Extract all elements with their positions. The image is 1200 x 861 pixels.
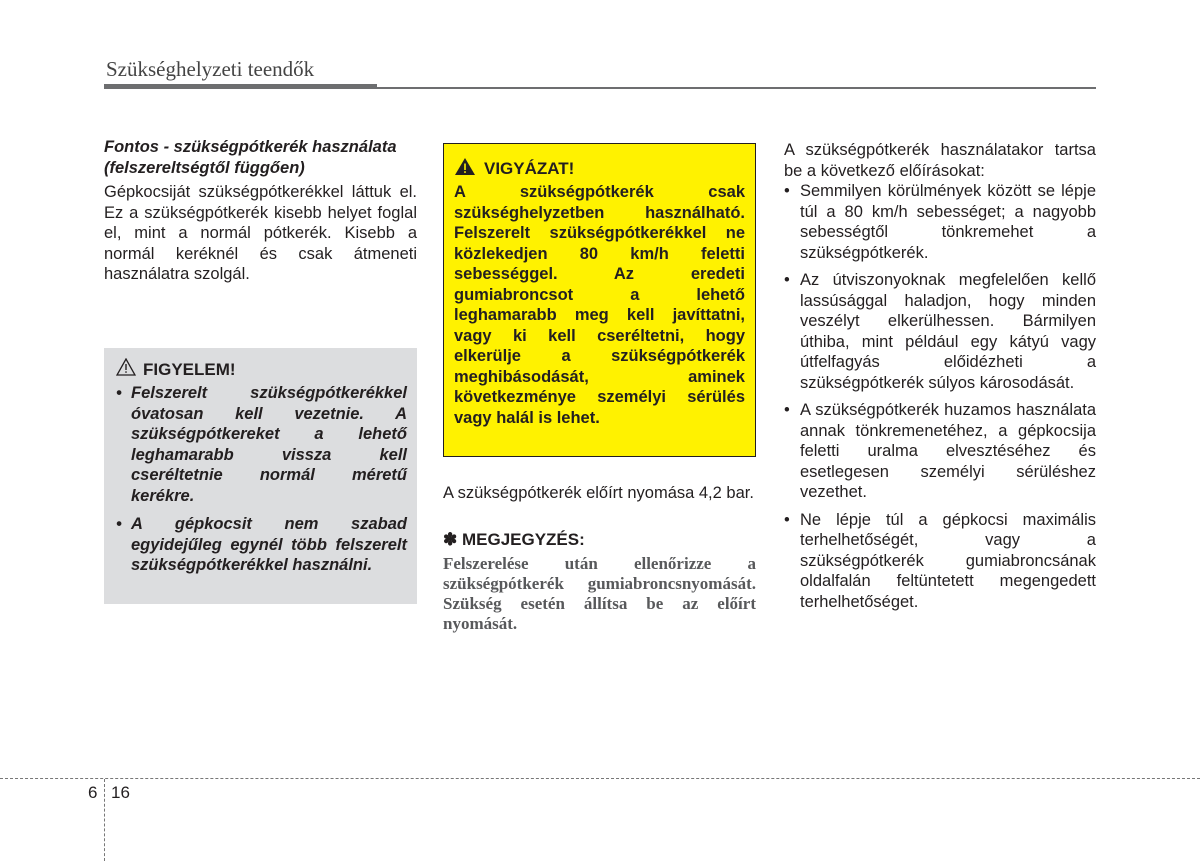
page-header-title: Szükséghelyzeti teendők xyxy=(106,57,315,81)
footer-divider xyxy=(0,778,1200,779)
column-left xyxy=(104,137,417,285)
column-right xyxy=(784,140,1096,619)
rules-list-item: • Semmilyen körülmények között se lépje túl a 80 km/h sebességet; a nagyobb sebességtől tönkremehet a szükségpótkerék. xyxy=(784,182,1096,262)
warning-heading xyxy=(454,157,745,181)
section-subheading: Fontos - szükségpótkerék használata (felszereltségtől függően) xyxy=(104,138,397,177)
warning-box xyxy=(443,143,756,457)
rules-intro: A szükségpótkerék használatakor tartsa be a következő előírásokat: xyxy=(784,141,1096,180)
caution-triangle-icon xyxy=(116,358,136,381)
page-number: 16 xyxy=(111,783,130,802)
note-text: Felszerelése után ellenőrizze a szükségpótkerék gumiabroncsnyomását. Szükség esetén állítsa be az előírt nyomását. xyxy=(443,554,756,633)
notice-item: • A gépkocsit nem szabad egyidejűleg egynél több felszerelt szükségpótkerékkel használni. xyxy=(116,515,407,574)
warning-text: A szükségpótkerék csak szükséghelyzetben használható. Felszerelt szükségpótkerékkel ne közlekedjen 80 km/h feletti sebességgel. Az eredeti gumiabroncsot a lehető leghamarabb meg kell javíttatni, vagy ki kell cseréltetni, hogy elkerülje a szükségpótkerék meghibásodását, aminek következménye személyi sérülés vagy halál is lehet. xyxy=(454,183,745,427)
rules-list xyxy=(784,181,1096,612)
warning-triangle-icon xyxy=(454,157,476,181)
column-middle-lower xyxy=(443,483,756,634)
notice-title: FIGYELEM! xyxy=(143,359,236,379)
header-rule-thick xyxy=(104,84,377,89)
header-rule-thin xyxy=(377,87,1096,89)
pressure-paragraph: A szükségpótkerék előírt nyomása 4,2 bar. xyxy=(443,484,754,502)
notice-heading xyxy=(116,358,407,381)
warning-title: VIGYÁZAT! xyxy=(484,159,575,178)
rules-list-item: • Ne lépje túl a gépkocsi maximális terhelhetőségét, vagy a szükségpótkerék gumiabroncsának oldalfalán feltüntetett megengedett terhelhetőséget. xyxy=(784,510,1096,611)
footer-vertical-divider xyxy=(104,779,105,861)
note-heading: ✽ MEGJEGYZÉS: xyxy=(443,529,585,549)
notice-box xyxy=(104,348,417,604)
rules-list-item: • Az útviszonyoknak megfelelően kellő lassúsággal haladjon, hogy minden veszélyt elkerülhessen. Bármilyen úthiba, mint például egy kátyú vagy útfelfagyás előidézheti a szükségpótkerék súlyos károsodását. xyxy=(784,271,1096,392)
notice-item: • Felszerelt szükségpótkerékkel óvatosan kell vezetnie. A szükségpótkereket a lehető leghamarabb vissza kell cseréltetnie normál méretű kerékre. xyxy=(116,384,407,505)
notice-list xyxy=(116,383,407,576)
intro-paragraph: Gépkocsiját szükségpótkerékkel láttuk el. Ez a szükségpótkerék kisebb helyet foglal el, mint a normál pótkerék. Kisebb a normál keréknél és csak átmeneti használatra szolgál. xyxy=(104,183,417,283)
rules-list-item: • A szükségpótkerék huzamos használata annak tönkremenetéhez, a gépkocsija feletti uralma elvesztéséhez és esetlegesen személyi sérüléshez vezethet. xyxy=(784,401,1096,501)
chapter-number: 6 xyxy=(88,783,98,802)
